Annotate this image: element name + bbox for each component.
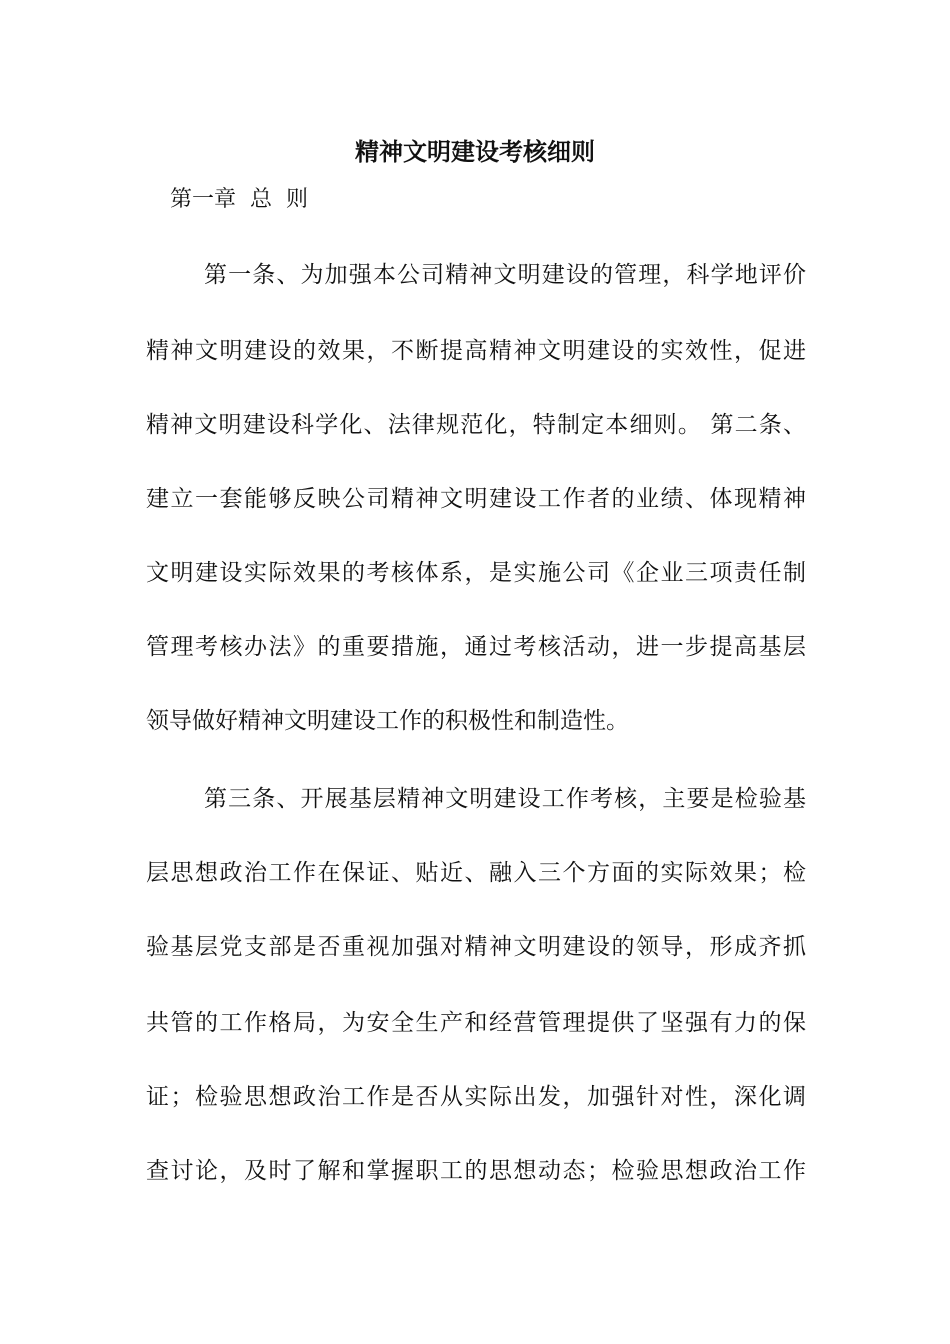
- paragraph-line: 管理考核办法》的重要措施，通过考核活动，进一步提高基层: [146, 634, 806, 660]
- paragraph-line: 精神文明建设的效果，不断提高精神文明建设的实效性，促进: [146, 338, 806, 364]
- paragraph-line: 领导做好精神文明建设工作的积极性和制造性。: [146, 708, 629, 734]
- paragraph-line: 建立一套能够反映公司精神文明建设工作者的业绩、体现精神: [146, 486, 806, 512]
- paragraph-line: 第一条、为加强本公司精神文明建设的管理，科学地评价: [204, 262, 806, 288]
- paragraph-line: 文明建设实际效果的考核体系，是实施公司《企业三项责任制: [146, 560, 806, 586]
- paragraph-line: 精神文明建设科学化、法律规范化，特制定本细则。 第二条、: [146, 412, 806, 438]
- paragraph-line: 证；检验思想政治工作是否从实际出发，加强针对性，深化调: [146, 1084, 806, 1110]
- paragraph-line: 验基层党支部是否重视加强对精神文明建设的领导，形成齐抓: [146, 934, 806, 960]
- paragraph-line: 第三条、开展基层精神文明建设工作考核，主要是检验基: [204, 786, 806, 812]
- paragraph-line: 查讨论，及时了解和掌握职工的思想动态；检验思想政治工作: [146, 1158, 806, 1184]
- paragraph-line: 层思想政治工作在保证、贴近、融入三个方面的实际效果；检: [146, 860, 806, 886]
- document-title: 精神文明建设考核细则: [355, 137, 595, 166]
- chapter-heading: 第一章 总 则: [170, 187, 308, 212]
- paragraph-line: 共管的工作格局，为安全生产和经营管理提供了坚强有力的保: [146, 1010, 806, 1036]
